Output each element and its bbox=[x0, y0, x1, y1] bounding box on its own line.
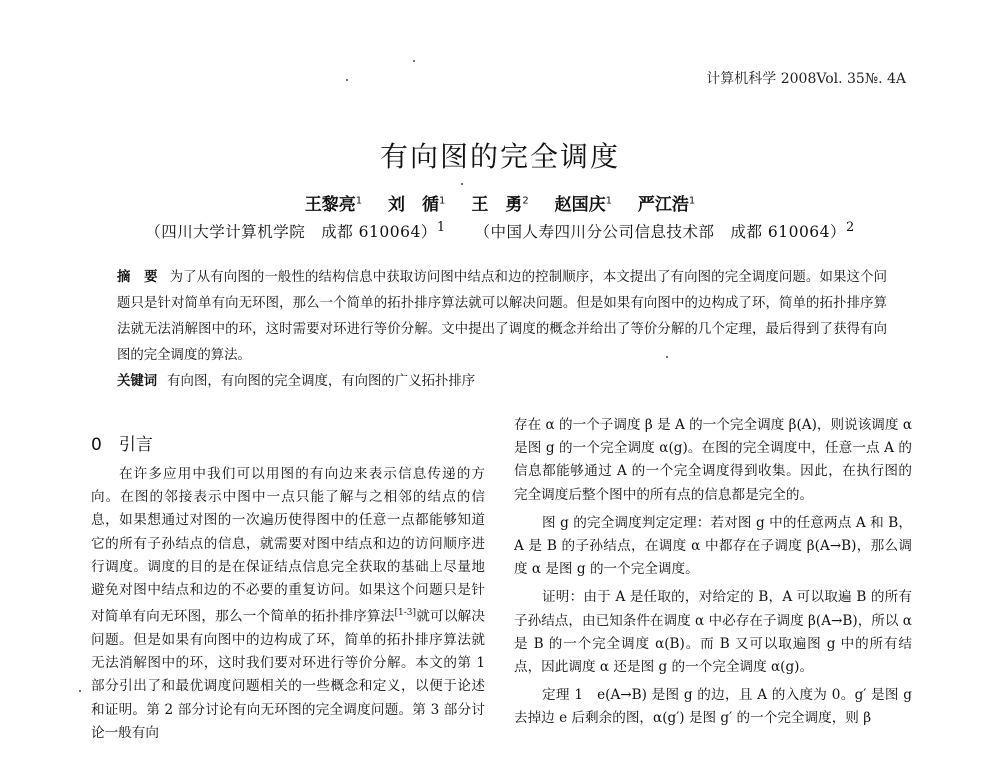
author-name: 赵国庆 bbox=[554, 195, 606, 215]
author bbox=[305, 195, 362, 215]
affiliation bbox=[145, 220, 446, 242]
affiliation-mark: 1 bbox=[355, 195, 363, 207]
abstract-text: 为了从有向图的一般性的结构信息中获取访问图中结点和边的控制顺序，本文提出了有向图的完全调度问题。如果这个问题只是针对简单有向无环图，那么一个简单的拓扑排序算法就可以解决问题。但是如果有向图中的边构成了环，简单的拓扑排序算法就无法消解图中的环，这时需要对环进行等价分解。文中提出了调度的概念并给出了等价分解的几个定理，最后得到了获得有向图的完全调度的算法。 bbox=[117, 270, 888, 363]
section-heading: 0 引言 bbox=[91, 435, 153, 455]
abstract bbox=[117, 265, 887, 369]
right-column bbox=[514, 414, 912, 731]
affiliation-mark: 2 bbox=[522, 195, 529, 207]
body-paragraph: 定理 1 e(A→B) 是图 g 的边，且 A 的入度为 0。g′ 是图 g 去掉边 e 后剩余的图，α(g′) 是图 g′ 的一个完全调度，则 β bbox=[514, 687, 912, 727]
body-paragraph bbox=[91, 463, 485, 745]
author-name: 王黎亮 bbox=[304, 195, 356, 215]
affiliation-text: （中国人寿四川分公司信息技术部 成都 610064） bbox=[474, 223, 847, 242]
affiliations bbox=[0, 220, 1000, 242]
author bbox=[638, 195, 695, 215]
author bbox=[555, 195, 612, 215]
keywords-label: 关键词 bbox=[117, 374, 158, 389]
author-name: 严江浩 bbox=[637, 195, 689, 215]
affiliation-text: （四川大学计算机学院 成都 610064） bbox=[145, 223, 437, 242]
paragraph-text: 在许多应用中我们可以用图的有向边来表示信息传递的方向。在图的邻接表示中图中一点只能了解与之相邻的结点的信息，如果想通过对图的一次遍历使得图中的任意一点都能够知道它的所有子孙结点的信息，就需要对图中结点和边的访问顺序进行调度。调度的目的是在保证结点信息完全获取的基础上尽量地避免对图中结点和边的不必要的重复访问。如果这个问题只是针对简单有向无环图，那么一个简单的拓扑排序算法 bbox=[91, 466, 485, 625]
author bbox=[471, 195, 528, 215]
affiliation-mark: 2 bbox=[846, 220, 855, 235]
affiliation bbox=[474, 220, 855, 242]
scan-speck bbox=[461, 183, 463, 185]
affiliation-mark: 1 bbox=[605, 195, 612, 207]
body-paragraph: 证明：由于 A 是任取的，对给定的 B，A 可以取遍 B 的所有子孙结点，由已知条件在调度 α 中必存在子调度 β(A→B)，所以 α 是 B 的一个完全调度 α(B)。而 B 又可以取遍图 g 中的所有结点，因此调度 α 还是图 g 的一个完全调度 α(g)。 bbox=[514, 589, 912, 676]
keywords-text: 有向图，有向图的完全调度，有向图的广义拓扑排序 bbox=[167, 374, 476, 389]
body-paragraph: 图 g 的完全调度判定定理：若对图 g 中的任意两点 A 和 B，A 是 B 的子孙结点，在调度 α 中都存在子调度 β(A→B)，那么调度 α 是图 g 的一个完全调度。 bbox=[514, 514, 912, 578]
paragraph-text: 就可以解决问题。但是如果有向图中的边构成了环，简单的拓扑排序算法就无法消解图中的环，这时我们要对环进行等价分解。本文的第 1 部分引出了和最优调度问题相关的一些概念和定义，以便于论述和证明。第 2 部分讨论有向无环图的完全调度问题。第 3 部分讨论一般有向 bbox=[91, 608, 486, 741]
paper-title: 有向图的完全调度 bbox=[379, 140, 620, 173]
author-name: 刘 循 bbox=[388, 195, 440, 215]
affiliation-mark: 1 bbox=[436, 220, 446, 235]
journal-header: 计算机科学 2008Vol. 35№. 4A bbox=[706, 71, 906, 87]
citation: [1-3] bbox=[394, 608, 417, 619]
author-name: 王 勇 bbox=[471, 195, 523, 215]
author bbox=[388, 195, 445, 215]
scan-speck bbox=[79, 690, 81, 692]
affiliation-mark: 1 bbox=[688, 195, 696, 207]
left-column bbox=[91, 463, 485, 745]
abstract-label: 摘 要 bbox=[117, 270, 158, 285]
scan-speck bbox=[413, 60, 415, 62]
body-paragraph: 存在 α 的一个子调度 β 是 A 的一个完全调度 β(A)，则说该调度 α 是图 g 的一个完全调度 α(g)。在图的完全调度中，任意一点 A 的信息都能够通过 A 的一个完全调度得到收集。因此，在执行图的完全调度后整个图中的所有点的信息都是完全的。 bbox=[514, 417, 912, 503]
affiliation-mark: 1 bbox=[439, 195, 446, 207]
scan-speck bbox=[666, 356, 668, 358]
keywords bbox=[117, 370, 887, 394]
scan-speck bbox=[346, 79, 348, 81]
author-list bbox=[0, 190, 1000, 215]
